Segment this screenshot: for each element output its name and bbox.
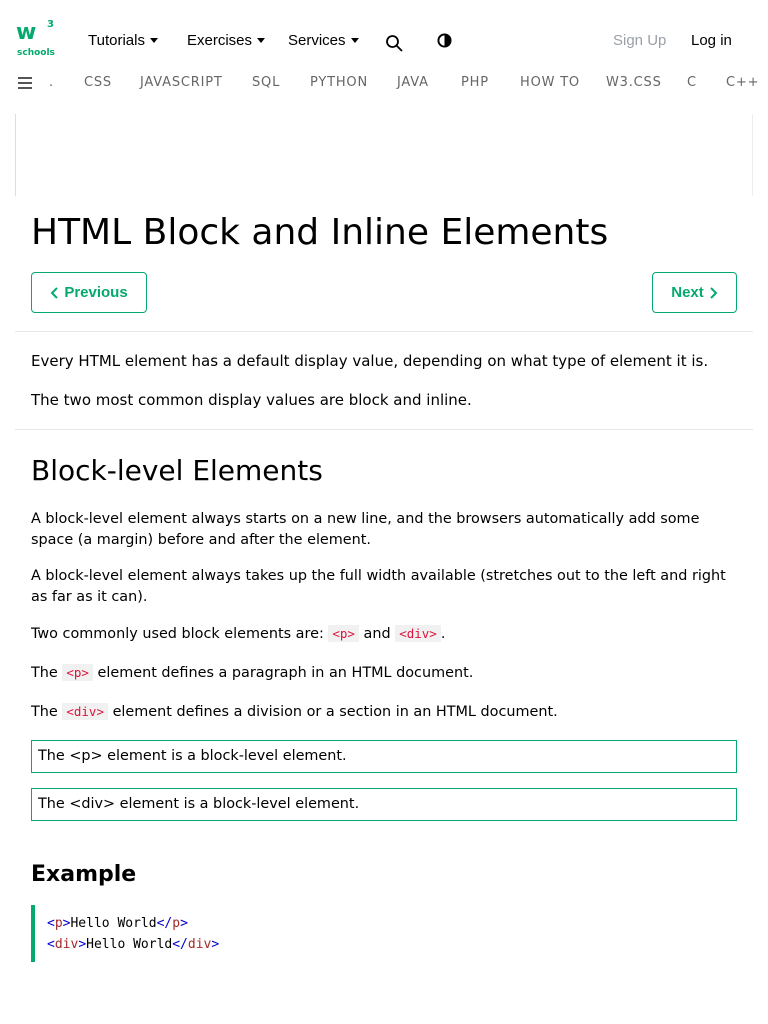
logo-mark: w	[16, 20, 36, 45]
logo-superscript: 3	[47, 19, 54, 30]
nav-exercises-label: Exercises	[187, 32, 253, 49]
top-navbar	[0, 0, 768, 70]
code-bracket: <	[47, 916, 55, 931]
code-tag-name: div	[54, 937, 79, 952]
code-tag-name: div	[187, 937, 212, 952]
code-bracket: </	[172, 937, 188, 952]
block-paragraph-2: A block-level element always takes up the full width available (stretches out to the left and right as far as it can).	[31, 568, 726, 605]
nav-services-label: Services	[288, 32, 346, 49]
divider	[15, 429, 753, 430]
subnav-item-java[interactable]: JAVA	[397, 75, 429, 90]
caret-down-icon	[257, 38, 265, 43]
intro-paragraph-1: Every HTML element has a default display value, depending on what type of element it is.	[31, 352, 709, 370]
search-icon[interactable]	[385, 34, 403, 52]
chevron-left-icon	[50, 287, 59, 299]
demo-div-block-box: The <div> element is a block-level element.	[31, 788, 737, 821]
nav-tutorials-menu[interactable]	[88, 32, 158, 49]
block-paragraph-3	[31, 623, 743, 645]
next-button[interactable]	[652, 272, 737, 313]
block-paragraph-1: A block-level element always starts on a new line, and the browsers automatically add some space (a margin) before and after the element.	[31, 511, 700, 548]
code-line-1	[47, 913, 725, 934]
code-text: Hello World	[70, 916, 157, 931]
code-line-2	[47, 934, 725, 955]
subnav-item-css[interactable]: CSS	[84, 75, 112, 90]
p5-prefix: The	[31, 704, 58, 720]
code-bracket: >	[211, 937, 220, 952]
contrast-toggle-icon[interactable]	[437, 33, 452, 48]
caret-down-icon	[351, 38, 359, 43]
menu-icon[interactable]	[18, 77, 32, 89]
code-tag-name: p	[172, 916, 181, 931]
section-title-block-level: Block-level Elements	[31, 454, 323, 487]
code-bracket: >	[78, 937, 87, 952]
subject-navbar	[0, 70, 768, 96]
code-bracket: <	[47, 937, 55, 952]
code-bracket: >	[180, 916, 188, 931]
next-label: Next	[671, 284, 704, 301]
code-p-tag: <p>	[62, 664, 93, 681]
chevron-right-icon	[709, 287, 718, 299]
caret-down-icon	[150, 38, 158, 43]
block-paragraph-4	[31, 662, 743, 684]
code-div-tag: <div>	[62, 703, 108, 720]
p4-prefix: The	[31, 665, 58, 681]
previous-label: Previous	[64, 284, 128, 301]
nav-tutorials-label: Tutorials	[88, 32, 145, 49]
ad-placeholder	[15, 114, 753, 196]
subnav-item-javascript[interactable]: JAVASCRIPT	[140, 75, 223, 90]
page-title: HTML Block and Inline Elements	[31, 212, 609, 253]
p3-prefix: Two commonly used block elements are:	[31, 626, 324, 642]
login-link[interactable]: Log in	[691, 32, 732, 49]
code-tag-name: p	[54, 916, 63, 931]
block-paragraph-5	[31, 701, 743, 723]
subnav-item-dot[interactable]: .	[49, 75, 54, 90]
w3schools-logo[interactable]	[16, 19, 56, 62]
example-code-block	[31, 905, 737, 962]
p3-suffix: .	[440, 626, 446, 642]
code-bracket: >	[62, 916, 71, 931]
example-title: Example	[31, 862, 137, 887]
code-text: Hello World	[86, 937, 173, 952]
divider	[15, 331, 753, 332]
p4-suffix: element defines a paragraph in an HTML document.	[97, 665, 474, 681]
subnav-item-howto[interactable]: HOW TO	[520, 75, 580, 90]
nav-exercises-menu[interactable]	[187, 32, 265, 49]
subnav-item-php[interactable]: PHP	[461, 75, 489, 90]
signup-link[interactable]: Sign Up	[613, 32, 667, 49]
subnav-item-c[interactable]: C	[687, 75, 697, 90]
subnav-item-sql[interactable]: SQL	[252, 75, 281, 90]
logo-subtext: schools	[17, 48, 55, 58]
intro-paragraph-2: The two most common display values are block and inline.	[31, 391, 472, 409]
subnav-item-python[interactable]: PYTHON	[310, 75, 368, 90]
nav-services-menu[interactable]	[288, 32, 359, 49]
code-p-tag: <p>	[328, 625, 359, 642]
code-bracket: </	[156, 916, 173, 931]
previous-button[interactable]	[31, 272, 147, 313]
subnav-item-w3css[interactable]: W3.CSS	[606, 75, 662, 90]
demo-p-block-box: The <p> element is a block-level element.	[31, 740, 737, 773]
p3-mid: and	[363, 626, 391, 642]
code-div-tag: <div>	[395, 625, 441, 642]
p5-suffix: element defines a division or a section in an HTML document.	[112, 704, 558, 720]
subnav-item-cpp[interactable]: C++	[726, 75, 760, 90]
